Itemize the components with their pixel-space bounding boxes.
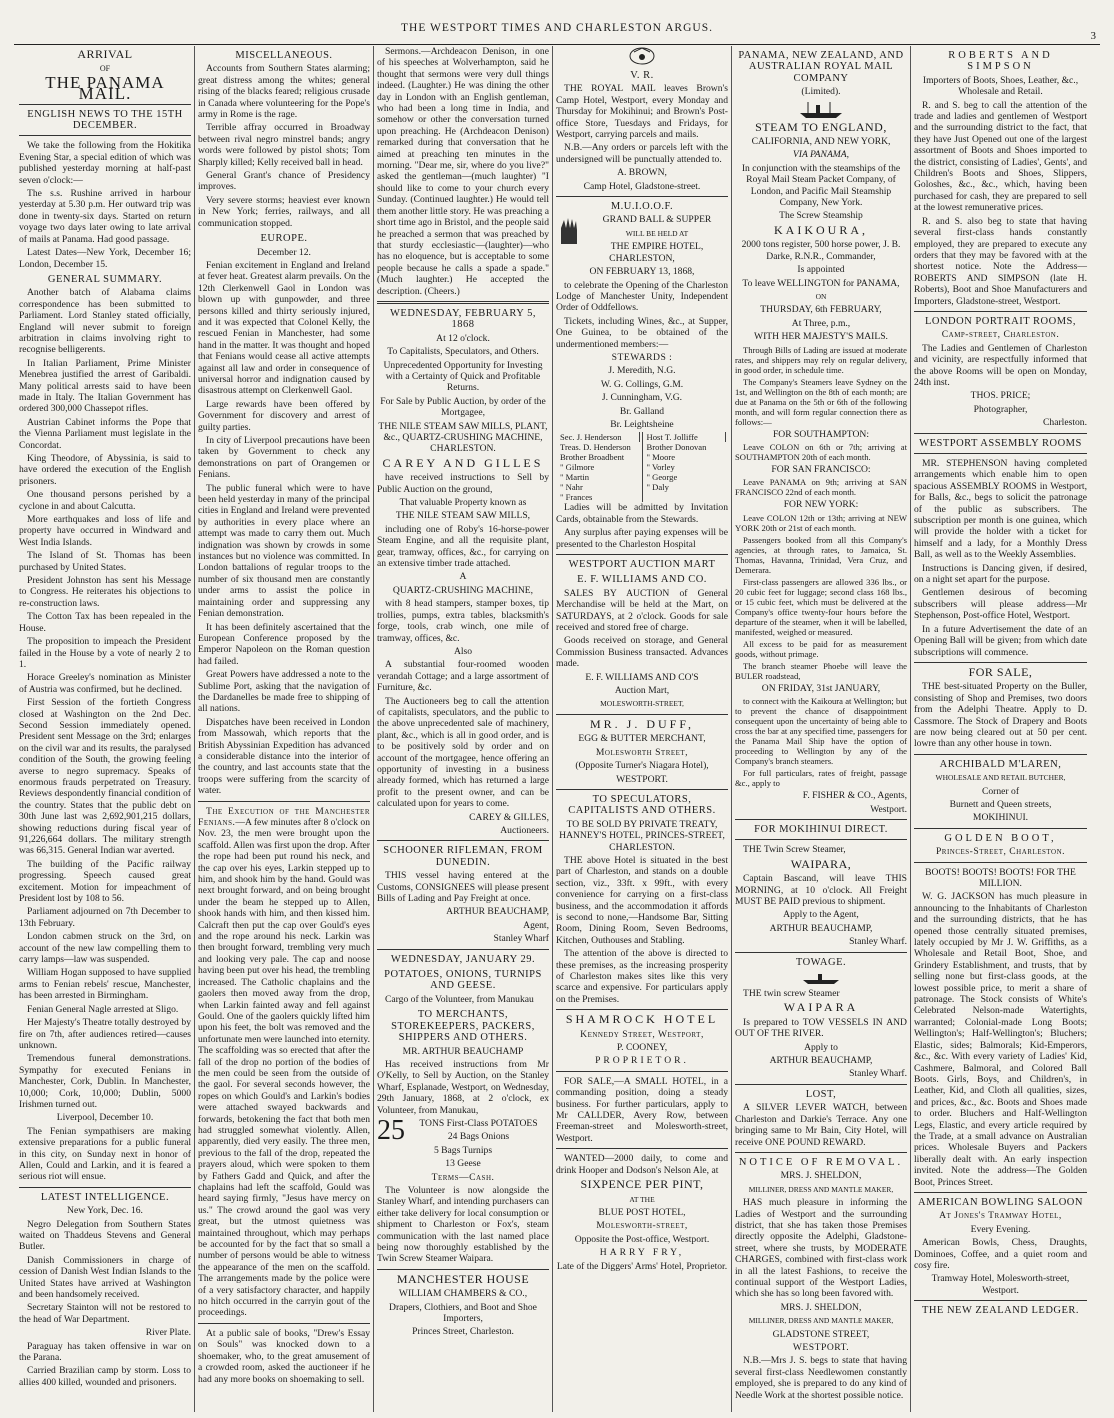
stewards-right <box>643 432 729 502</box>
schooner-heading: SCHOONER RIFLEMAN, FROM DUNEDIN. <box>383 845 543 868</box>
auction-sale: For Sale by Public Auction, by order of the Mortgagee, <box>380 395 546 419</box>
ad-paragraph: Is prepared to TOW VESSELS IN AND OUT OF THE RIVER. <box>735 1016 907 1040</box>
ad-paragraph: with 8 head stampers, stamper boxes, tip trollies, pumps, extra tables, blacksmith's forge, tools, crab winch, one mile of tramway, offices, &c. <box>377 598 549 644</box>
ad-line: TONS First-Class POTATOES <box>419 1117 538 1129</box>
ad-line: Kennedy Street, Westport, <box>580 1028 704 1040</box>
article-paragraph: President Johnston has sent his Message to Congress. He reiterates his objections to re-construction laws. <box>19 575 191 609</box>
ad-line: SIXPENCE PER PINT, <box>580 1177 704 1192</box>
kaikoura-heading: KAIKOURA, <box>774 222 868 237</box>
ad-paragraph: Cargo of the Volunteer, from Manukau <box>385 993 534 1005</box>
ad-line: AT THE <box>629 1194 655 1204</box>
ad-line: WILLIAM CHAMBERS & CO., <box>398 1288 528 1300</box>
golden-boot-heading: GOLDEN BOOT, <box>944 832 1057 844</box>
arrival-of: OF <box>99 64 111 74</box>
ad-line: P. COONEY, <box>616 1042 668 1054</box>
general-summary-heading: GENERAL SUMMARY. <box>47 273 163 285</box>
divider <box>735 1152 907 1153</box>
ad-line: WESTPORT. <box>616 773 668 785</box>
dateline: December 12. <box>257 246 311 258</box>
ad-line: Drapers, Clothiers, and Boot and Shoe Importers, <box>389 1301 537 1325</box>
steward-name: Br. Leightsheine <box>610 418 674 430</box>
ad-line: MILLINER, DRESS AND MANTLE MAKER, <box>748 1184 894 1194</box>
column-5 <box>732 46 911 1412</box>
ad-signature: Stanley Wharf. <box>849 936 907 948</box>
divider <box>914 1192 1087 1193</box>
ad-paragraph: R. and S. beg to call the attention of the trade and ladies and gentlemen of Westport and the surrounding district to the fact, that they have Just Opened out one of the largest assortment of Boots and Shoes imported to the district, consisting of Ladies', Gents', and Children's Boots and Shoes, Slippers, Goloshes, &c., &c., which, having been purchased for cash, they are prepared to sell at the lowest remunerative prices. <box>914 99 1087 214</box>
speculators-heading: TO SPECULATORS, CAPITALISTS AND OTHERS. <box>568 793 716 817</box>
divider <box>556 1071 728 1072</box>
auction-time: At 12 o'clock. <box>436 332 490 344</box>
column-2 <box>195 46 374 1412</box>
ad-line: Importers of Boots, Shoes, Leather, &c., Wholesale and Retail. <box>922 74 1079 98</box>
wednesday-heading: WEDNESDAY, JANUARY 29. <box>390 953 536 965</box>
article-paragraph: Fenian General Nagle arrested at Sligo. <box>27 1003 179 1015</box>
auction-mart-heading: WESTPORT AUCTION MART <box>568 559 716 570</box>
article-paragraph: The building of the Pacific railway progressing. Speech caused great excitement. Motion for impeachment of President lost by 108 to 56. <box>19 858 191 905</box>
ad-paragraph: THE above Hotel is situated in the best part of Charleston, and stands on a double section, viz., 33ft. x 99ft., with every convenience for carrying on a first-class business, and the accommodation it affords is second to none,—Handsome Bar, Sitting Room, Dining Room, Seven Bedrooms, Kitchen, Outhouses and Stabling. <box>556 854 728 946</box>
mclaren-heading: ARCHIBALD M'LAREN, <box>939 758 1062 770</box>
sermons-article: Sermons.—Archdeacon Denison, in one of his speeches at Wolverhampton, said he thought that sermons were very dull things indeed. (Laughter.) He was dining the other day in London with an English gentleman, who had been a long time in India, and somehow or other the conversation turned upon preaching. He (Archdeacon Denison) remarked during that conversation that he aimed at preaching ten minutes in the morning. "Dear me, sir, where do you live?" asked the gentleman—(much laughter) "I should like to come to your church every Sunday. (Continued laughter.) He would tell them another little story. He was preaching a short time ago in Bristol, and the people said he preached a sermon that was preached by that sturdy ecclesiastic—(laughter)—who has no eloquence, but is acceptable to some people because he calls a spade a spade." (Much laughter.) He accepted the description. (Cheers.) <box>377 46 549 297</box>
steamer-icon <box>801 971 841 985</box>
ad-paragraph: THE best-situated Property on the Buller, consisting of Shop and Premises, two doors from the Adelphi Theatre. Apply to D. Cassmore. The Stock of Drapery and Boots are now being cleared out at 50 per cent. lowre than any other house in town. <box>914 681 1087 750</box>
ad-line: Apply to the Agent, <box>783 909 859 921</box>
ad-paragraph: That valuable Property known as <box>399 497 527 509</box>
divider <box>377 840 549 841</box>
ad-line: A <box>459 571 467 583</box>
divider <box>735 819 907 820</box>
notice-of-removal-heading: NOTICE OF REMOVAL. <box>738 1156 904 1168</box>
ad-paragraph: WANTED—2000 daily, to come and drink Hooper and Dodson's Nelson Ale, at <box>556 1153 728 1176</box>
steward-entry: Host T. Jolliffe <box>645 432 727 442</box>
ad-signature: Charleston. <box>1043 417 1087 429</box>
divider <box>556 1009 728 1010</box>
ad-paragraph: MR. STEPHENSON having completed arrangements which enable him to open spacious ASSEMBLY ROOMS in Westport, for Balls, &c., begs to solicit the patronage of the public as subscribers. The subscription per month is one guinea, which will provide the holder with a ticket for himself and a lady, for a Monthly Dress Ball, as well as to the Weekly Assemblies. <box>914 458 1087 561</box>
ad-line: FOR NEW YORK: <box>783 499 859 511</box>
article-paragraph: Carried Brazilian camp by storm. Loss to allies 400 killed, wounded and prisoners. <box>19 1365 191 1388</box>
ad-paragraph: A SILVER LEVER WATCH, between Charleston and Darkie's Terrace. Any one bringing same to Mr Bain, City Hotel, will receive ONE POUND REWARD. <box>735 1102 907 1148</box>
article-paragraph: Austrian Cabinet informs the Pope that the Vienna Parliament must legislate in the Concordat. <box>19 416 191 451</box>
article-paragraph: Large rewards have been offered by Government for discovery and arrest of guilty parties. <box>198 398 370 433</box>
divider <box>735 1084 907 1085</box>
ad-line: QUARTZ-CRUSHING MACHINE, <box>392 584 534 596</box>
ad-signature: MOLESWORTH-STREET, <box>600 699 684 709</box>
potatoes-heading: POTATOES, ONIONS, TURNIPS AND GEESE. <box>384 969 542 992</box>
article-paragraph: At a public sale of books, "Drew's Essay on Souls" was knocked down to a shoemaker, who, to the great amusement of a crowded room, asked the auctioneer if he had any more books on shoemaking to sell. <box>198 1327 370 1385</box>
execution-body: —A few minutes after 8 o'clock on Nov. 23, the men were brought upon the scaffold. Allen was first upon the drop. After the rope had been put round his neck, and the cap over his eyes, Larkin stepped up to him, and shook him by the hand. Gould was next brought forward, and on being brought under the beam he stepped up to Allen, shook hands with him, and then kissed him. Calcraft then put the cap over Gould's eyes and the rope around his neck. Larkin was then brought forward, trembling very much and looking very pale. The cap and noose having been put over his head, the trembling increased. The Catholic chaplains and the gaolers then moved away from the drop, when Larkin fainted away and fell against Gould. One of the gaolers quickly lifted him upon his feet, the bolt was removed and the unfortunate men were launched into eternity. The scaffolding was so erected that after the fall of the drop no portion of the bodies of the men could be seen from the outside of the gaol. For several seconds however, the ropes on which Gould's and Larkin's bodies were attached swayed backwards and forwards, betokening the fact that both men had struggled somewhat violently. Allen, apparently, died very easily. The three men, previous to the fall of the drop, repeated the prayers aloud, which were spoken to them by Fathers Gadd and Quick, and after the chaplains had left the scaffold, Gould was heard saying firmly, "Jesus have mercy on us." The crowd around the gaol was very great, but the utmost quietness was maintained throughout, which may perhaps be accounted for by the fact that so small a number of persons would be able to witness the appearance of the men on the scaffold. The arrangements made by the police were of a very satisfactory character, and happily no hitch occurred in the carryin gout of the proceedings. <box>198 817 370 1319</box>
ad-signature: Agent, <box>523 919 549 931</box>
divider <box>914 433 1087 434</box>
article-paragraph: Latest Dates—New York, December 16; London, December 15. <box>19 247 191 270</box>
auction-mill: THE NILE STEAM SAW MILLS, PLANT, &c., QUARTZ-CRUSHING MACHINE, CHARLESTON. <box>378 420 548 455</box>
ad-paragraph: FOR SALE,—A SMALL HOTEL, in a commanding position, doing a steady business. For further particulars, apply to Mr CALLDER, Avery Row, between Freeman-street and Molesworth-street, Westport. <box>556 1075 728 1144</box>
ad-line: MRS. J. SHELDON, <box>780 1170 862 1182</box>
ad-paragraph: THE twin screw Steamer <box>743 988 840 1000</box>
article-paragraph: One thousand persons perished by a cyclone in and about Calcutta. <box>19 489 191 512</box>
divider <box>556 196 728 197</box>
ad-line: Also <box>453 645 473 657</box>
ad-paragraph: R. and S. also beg to state that having several first-class hands constantly employed, they are prepared to execute any orders that they may be favored with at the shortest notice. Note the Address—ROBERTS AND SIMPSON (late H. Roberts), Boot and Shoe Manufacturers and Importers, Gladstone-street, Westport. <box>914 215 1087 307</box>
article-paragraph: King Theodore, of Abyssinia, is said to have ordered the execution of the English prisoners. <box>19 453 191 487</box>
article-paragraph: Horace Greeley's nomination as Minister of Austria was confirmed, but he declined. <box>19 672 191 695</box>
divider <box>556 1148 728 1149</box>
ad-line: Corner of <box>981 785 1020 797</box>
ad-paragraph: HAS much pleasure in informing the Ladies of Westport and the surrounding district, that she has taken those Premises directly opposite the Adelphi, Gladstone-street, where she trusts, by MODERATE CHARGES, combined with first-class work in all the latest Fashions, to receive the continual support of the Westport Ladies, which she has so long been favored with. <box>735 1197 907 1300</box>
for-sale-heading: FOR SALE, <box>968 664 1033 679</box>
ad-paragraph: Goods received on storage, and General Commission Business transacted. Advances made. <box>556 635 728 670</box>
ad-line: BOOTS! BOOTS! BOOTS! FOR THE MILLION. <box>925 866 1076 889</box>
column-4 <box>553 46 732 1412</box>
ad-line: 13 Geese <box>445 1158 481 1170</box>
ad-line: ON <box>815 291 827 301</box>
ad-line: TO BE SOLD BY PRIVATE TREATY, HANNEY'S HOTEL, PRINCES-STREET, CHARLESTON. <box>559 818 725 853</box>
article-paragraph: The proposition to impeach the President failed in the House by a vote of nearly 2 to 1. <box>19 636 191 670</box>
ad-line: Burnett and Queen streets, <box>949 798 1052 810</box>
ad-signature: Auctioneers. <box>500 825 549 836</box>
article-paragraph: Tremendous funeral demonstrations. Sympathy for executed Fenians in Manchester, Cork, Dublin. In Manchester, 10,000; Cork, 10,000; Dublin, 5000 Irishmen turned out. <box>19 1053 191 1110</box>
ad-paragraph: THIS vessel having entered at the Customs, CONSIGNEES will please present Bills of Lading and Pay Freight at once. <box>377 870 549 905</box>
ad-line: VIA PANAMA, <box>792 149 850 161</box>
ad-line: ON FEBRUARY 13, 1868, <box>589 266 695 278</box>
ad-line: MR. ARTHUR BEAUCHAMP <box>402 1045 524 1057</box>
ad-paragraph: Has received instructions from Mr O'Kelly, to Sell by Auction, on the Stanley Wharf, Esplanade, Westport, on Wednesday, 29th January, 1868, at 2 o'clock, ex Volunteer, from Manukau, <box>377 1058 549 1116</box>
ad-paragraph: N.B.—Mrs J. S. begs to state that having several first-class Needlewomen constantly employed, she is prepared to do any kind of Needle Work at the shortest possible notice. <box>735 1355 907 1401</box>
dateline: Liverpool, December 10. <box>56 1112 154 1124</box>
ad-line: At Three, p.m., <box>791 317 851 329</box>
ad-paragraph: Tickets, including Wines, &c., at Supper, One Guinea, to be obtained of the undermentioned members:— <box>556 315 728 350</box>
steward-entry: Sec. J. Henderson <box>558 432 640 442</box>
ad-paragraph: including one of Roby's 16-horse-power Steam Engine, and all the requisite plant, gear, tramway, offices, &c., for carrying on an extensive timber trade attached. <box>377 523 549 570</box>
ad-line: PROPRIETOR. <box>595 1055 689 1067</box>
newspaper-title: THE WESTPORT TIMES AND CHARLESTON ARGUS. <box>401 22 713 34</box>
steward-name: J. Meredith, N.G. <box>608 365 676 377</box>
article-paragraph: It has been definitely ascertained that the European Conference proposed by the Emperor Napoleon on the Roman question had failed. <box>198 621 370 667</box>
dateline: New York, Dec. 16. <box>67 1205 143 1217</box>
auction-date: WEDNESDAY, FEBRUARY 5, 1868 <box>390 307 536 331</box>
roberts-simpson-heading: ROBERTS AND SIMPSON <box>948 50 1053 73</box>
steward-entry: Brother Broadbent <box>560 452 625 463</box>
ad-line: Camp-street, Charleston. <box>941 329 1060 341</box>
ad-line: MRS. J. SHELDON, <box>780 1301 862 1313</box>
ad-line: ON FRIDAY, 31st JANUARY, <box>761 682 881 694</box>
ad-line: 5 Bags Turnips <box>433 1144 493 1156</box>
article-paragraph: Great Powers have addressed a note to the Sublime Port, asking that the navigation of the Dardanelles be made free to shipping of all nations. <box>198 669 370 715</box>
ad-signature: E. F. WILLIAMS AND CO'S <box>585 671 699 683</box>
portrait-rooms-heading: LONDON PORTRAIT ROOMS, <box>924 315 1077 327</box>
page-number: 3 <box>1090 30 1096 42</box>
ad-line: The Screw Steamship <box>779 210 863 222</box>
ad-paragraph: Leave COLON 12th or 13th; arriving at NEW YORK 20th or 21st of each month. <box>735 512 907 533</box>
ad-paragraph: The branch steamer Phoebe will leave the BULER roadstead, <box>735 660 907 681</box>
ad-line: MOKIHINUI. <box>972 812 1029 824</box>
ad-paragraph: The Volunteer is now alongside the Stanley Wharf, and intending purchasers can either take delivery for local consumption or shipment to Charleston or Fox's, steam communication with the last named place being now thoroughly established by the Twin Screw Steamer Waipara. <box>377 1184 549 1265</box>
steward-entry: " Moore <box>646 452 676 463</box>
ad-paragraph: For full particulars, rates of freight, passage &c., apply to <box>735 768 907 789</box>
ad-signature: Late of the Diggers' Arms' Hotel, Proprietor. <box>556 1260 728 1272</box>
article-paragraph: Another batch of Alabama claims correspondence has been submitted to Parliament. Lord Stanley stated officially, England will never submit to foreign arbitration in claims involving right to recognise belligerents. <box>19 287 191 356</box>
article-paragraph: Her Majesty's Theatre totally destroyed by fire on 7th, after audiences retired—causes unknown. <box>19 1017 191 1051</box>
ad-line: BLUE POST HOTEL, <box>598 1206 686 1218</box>
ad-paragraph: A substantial four-roomed wooden verandah Cottage; and a large assortment of Furniture, &c. <box>377 659 549 694</box>
ad-line: Molesworth-street, <box>596 1220 688 1232</box>
divider <box>914 662 1087 663</box>
ad-paragraph: Gentlemen desirous of becoming subscribers will please address—Mr Stephenson, Post-office Hotel, Westport. <box>914 587 1087 622</box>
ad-signature: ARTHUR BEAUCHAMP, <box>769 922 873 934</box>
ad-paragraph: The attention of the above is directed to these premises, as the increasing prosperity of Charleston makes sites like this very scarce and expensive. For particulars apply on the Premises. <box>556 948 728 1005</box>
ad-line: CALIFORNIA, AND NEW YORK, <box>751 136 891 148</box>
ad-signature: Camp Hotel, Gladstone-street. <box>583 180 701 192</box>
ad-terms: Terms—Cash. <box>431 1171 495 1183</box>
steward-entry: " Frances <box>560 492 593 503</box>
divider <box>19 1187 191 1188</box>
ad-paragraph: Passengers booked from all this Company's agencies, at through rates, to Jamaica, St. Thomas, Havanna, Trinidad, Vera Cruz, and Demerara. <box>735 534 907 575</box>
divider <box>198 1323 370 1324</box>
ad-signature: ARTHUR BEAUCHAMP, <box>769 1055 873 1067</box>
article-paragraph: In city of Liverpool precautions have been taken by Government to check any demonstrations on part of Orangemen or Fenians. <box>198 435 370 481</box>
ad-line: Princes-Street, Charleston. <box>935 846 1066 858</box>
ad-line: EGG & BUTTER MERCHANT, <box>578 733 706 745</box>
stewards-left <box>556 432 643 502</box>
ad-paragraph: All excess to be paid for as measurement goods, without primage. <box>735 638 907 659</box>
ad-signature: A. BROWN, <box>617 167 667 179</box>
article-paragraph: Danish Commissioners in charge of cession of Danish West Indian Islands to the United States have arrived at Washington and been handsomely received. <box>19 1254 191 1301</box>
ad-line: THE EMPIRE HOTEL, CHARLESTON, <box>609 241 704 264</box>
ad-paragraph: W. G. JACKSON has much pleasure in announcing to the Inhabitants of Charleston and the surrounding districts, that he has opened those centrally situated premises, lately occupied by Mr J. W. Griffiths, as a Wholesale and Retail Boot, Shoe, and Grindery Establishment, and trusts, that by selling none but first-class goods, at the lowest possible price, to merit a share of patronage. The Stock consists of White's Celebrated Nelson-made Watertights, warranted; Colonial-made Long Boots; Wellington's; Half-Wellington's; Bluchers; Elastic, sides; Balmorals; Kid-Emperors, &c., &c. With every variety of Ladies' Kid, Cashmere, Balmoral, and Colored Ball Boots. Girls, Boys, and Children's, in Leather, Kid, and Cloth all qualities, sizes, and prices, &c., &c. Boots and Shoes made to order. Bluchers and Half-Wellington Legs, Elastic, and every article required by the Trade, at a small advance on Australian prices. Wholesale Buyers and Packers liberally dealt with. An early inspection invited. Note the address—The Golden Boot, Princes Street. <box>914 891 1087 1188</box>
ad-line: WHOLESALE AND RETAIL BUTCHER, <box>935 773 1066 783</box>
arrival-heading: ARRIVAL <box>77 47 133 61</box>
divider <box>19 135 191 136</box>
muioof-heading: M.U.I.O.O.F. <box>610 201 674 213</box>
ad-paragraph: Through Bills of Lading are issued at moderate rates, and shippers may rely on regular delivery, in good order, in schedule time. <box>735 344 907 375</box>
divider <box>914 862 1087 863</box>
column-6 <box>911 46 1090 1412</box>
ad-line: THE NILE STEAM SAW MILLS, <box>395 510 531 522</box>
auction-opportunity: Unprecedented Opportunity for Investing with a Certainty of Quick and Profitable Returns. <box>383 359 543 394</box>
ad-line: In conjunction with the steamships of the Royal Mail Steam Packet Company, of London, and Pacific Mail Steamship Company, New York. <box>741 162 901 209</box>
article-paragraph: The Island of St. Thomas has been purchased by United States. <box>19 550 191 573</box>
ad-paragraph: THE Twin Screw Steamer, <box>743 844 846 856</box>
divider <box>377 1269 549 1270</box>
ad-line: Is appointed <box>797 264 845 276</box>
column-1 <box>16 46 195 1412</box>
ad-line: WAIPARA, <box>790 856 852 871</box>
ad-signature: ARTHUR BEAUCHAMP, <box>446 906 549 918</box>
ad-line: WESTPORT. <box>792 1342 850 1353</box>
ad-line: Princes Street, Charleston. <box>412 1326 514 1338</box>
column-3 <box>374 46 553 1412</box>
divider <box>914 828 1087 829</box>
manchester-house-heading: MANCHESTER HOUSE <box>396 1271 530 1286</box>
ad-signature: Stanley Wharf. <box>849 1068 907 1080</box>
ad-line: WAIPARA <box>783 1000 859 1015</box>
divider <box>377 301 549 304</box>
ad-paragraph: Captain Bascand, will leave THIS MORNING, at 10 o'clock. All Freight MUST BE PAID previous to shipment. <box>735 873 907 907</box>
article-paragraph: London cabmen struck on the 3rd, on account of the new law compelling them to carry lamps—law was suspended. <box>19 931 191 966</box>
steward-entry: " Martin <box>560 472 590 483</box>
article-paragraph: More earthquakes and loss of life and property have occurred in Windward and West India Islands. <box>19 514 191 548</box>
hand-emblem-icon <box>556 216 582 246</box>
auction-to: To Capitalists, Speculators, and Others. <box>387 346 539 358</box>
europe-heading: EUROPE. <box>260 233 308 245</box>
article-paragraph: William Hogan supposed to have supplied arms to Fenian rebels' rescue, Manchester, has been arrested in Birmingham. <box>19 967 191 1002</box>
ad-line: Every Evening. <box>970 1223 1031 1235</box>
carey-gilles-heading: CAREY AND GILLES <box>382 455 544 470</box>
article-paragraph: The public funeral which were to have been held yesterday in many of the principal cities in England and Ireland were prevented by authorities in every place where an attempt was made to carry them out. Much indignation was shown by crowds in some instances but no violence was committed. In London battalions of regular troops to the number of six thousand men are constantly under arms to assist the police in maintaining order and suppressing any Fenian demonstration. <box>198 482 370 620</box>
dateline: River Plate. <box>145 1327 191 1339</box>
divider <box>198 801 370 802</box>
ad-paragraph: Any surplus after paying expenses will be presented to the Charleston Hospital <box>556 527 728 550</box>
article-paragraph: Fenian excitement in England and Ireland at fever heat. Greatest alarm prevails. On the 12th Clerkenwell Gaol in London was blown up with gunpowder, and three persons killed and thirty seriously injured, and it was expected that Colonel Kelly, the rescued Fenian in Manchester, had some hand in the matter. It was thought and hoped that Fenians would cease all active attempts against all law and order in consequence of universal horror and indignation caused by disastrous attempt on Clerkenwell Gaol. <box>198 259 370 397</box>
steward-entry: " George <box>646 472 678 483</box>
panama-mail-heading: THE PANAMA MAIL. <box>45 72 165 104</box>
ad-line: WITH HER MAJESTY'S MAILS. <box>754 331 888 343</box>
ad-line: THURSDAY, 6th FEBRUARY, <box>760 304 882 316</box>
divider <box>556 714 728 715</box>
steward-name: Br. Galland <box>619 405 665 417</box>
ad-line: FOR SOUTHAMPTON: <box>772 428 870 440</box>
ad-paragraph: In a future Advertisement the date of an Opening Ball will be given; from which date subscriptions will commence. <box>914 623 1087 658</box>
divider <box>914 453 1087 454</box>
miscellaneous-heading: MISCELLANEOUS. <box>235 50 333 61</box>
panama-company-heading: PANAMA, NEW ZEALAND, AND AUSTRALIAN ROYAL MAIL COMPANY <box>738 50 904 84</box>
ad-line: At Jones's Tramway Hotel, <box>939 1210 1062 1222</box>
divider <box>556 554 728 555</box>
steamship-icon <box>796 101 846 119</box>
ad-line: FOR SAN FRANCISCO: <box>771 463 871 475</box>
steward-entry: " Gilmore <box>560 462 595 473</box>
ad-paragraph: The Ladies and Gentlemen of Charleston and vicinity, are respectfully informed that the above Rooms will be open on Monday, 24th inst. <box>914 342 1087 388</box>
ad-line: STEWARDS : <box>611 351 673 363</box>
masthead <box>0 0 1114 40</box>
ad-line: GRAND BALL & SUPPER <box>602 214 712 226</box>
latest-intelligence-heading: LATEST INTELLIGENCE. <box>40 1191 170 1203</box>
execution-title: The Execution of the Manchester Fenians. <box>198 805 370 828</box>
ad-line: GLADSTONE STREET, <box>772 1328 870 1340</box>
merchants-heading: TO MERCHANTS, STOREKEEPERS, PACKERS, SHIPPERS AND OTHERS. <box>391 1009 535 1044</box>
steward-entry: Treas. D. Henderson <box>560 442 631 453</box>
stewards-table <box>556 432 728 502</box>
lost-heading: LOST, <box>805 1088 837 1100</box>
article-paragraph: In Italian Parliament, Prime Minister Menebrea justified the arrest of Garibaldi. Many political arrests said to have been made in Italy. The Italian Government has ordered 300,000 Chassepot rifles. <box>19 357 191 415</box>
ad-line: 2000 tons register, 500 horse power, J. B. Darke, R.N.R., Commander, <box>741 239 901 262</box>
masthead-rule <box>14 44 1100 45</box>
ledger-heading: THE NEW ZEALAND LEDGER. <box>921 1305 1080 1317</box>
article-paragraph: Accounts from Southern States alarming; great distress among the whites; general rising of the blacks feared; religious crusade in Canada where volunteering for the Pope's army in Rome is the rage. <box>198 63 370 121</box>
assembly-rooms-heading: WESTPORT ASSEMBLY ROOMS <box>919 437 1082 449</box>
article-paragraph: Paraguay has taken offensive in war on the Parana. <box>19 1340 191 1364</box>
divider <box>914 754 1087 755</box>
ad-paragraph: to connect with the Kaikoura at Wellington; but to prevent the chance of disappointment consequent upon the uncertainty of being able to cross the bar at any specified time, passengers for the Panama Mail Ship have the option of proceeding to Wellington by any of the Company's branch steamers. <box>735 696 907 767</box>
towage-heading: TOWAGE. <box>795 956 847 968</box>
article-paragraph: First Session of the fortieth Congress closed at Washington on the 2nd Dec. Second Session immediately opened. President sent Message on the 3rd; enlarges on the civil war and its results, the paralysed condition of the South, the growing feeling averse to negro supremacy. Speaks of enormous frauds perpetrated on Treasury. Reviews despondently financial condition of the country. States that the public debt on 30th June last was 2,692,901,215 dollars, showing reductions during fiscal year of 91,226,664 dollars. The military strength was 66,315. General Indian war averted. <box>19 697 191 857</box>
ad-paragraph: to celebrate the Opening of the Charleston Lodge of Manchester Unity, Independent Order of Oddfellows. <box>556 279 728 314</box>
ad-line: 24 Bags Onions <box>447 1131 510 1143</box>
steward-name: J. Cunningham, V.G. <box>601 392 683 404</box>
ad-signature: Westport. <box>870 803 907 815</box>
steward-entry: " Daly <box>646 482 669 493</box>
ad-paragraph: Ladies will be admitted by Invitation Cards, obtainable from the Stewards. <box>556 502 728 525</box>
potato-list <box>377 1118 549 1172</box>
ad-line: Tramway Hotel, Molesworth-street, Westport. <box>931 1273 1070 1296</box>
divider <box>556 789 728 790</box>
ad-signature: CAREY & GILLES, <box>469 811 549 823</box>
divider <box>735 952 907 953</box>
ad-signature: Photographer, <box>973 403 1028 415</box>
ad-paragraph: N.B.—Any orders or parcels left with the undersigned will be punctually attended to. <box>556 142 728 165</box>
steward-name: W. G. Collings, G.M. <box>600 378 684 390</box>
vr-heading: V. R. <box>630 70 654 81</box>
ad-paragraph: Leave PANAMA on 9th; arriving at SAN FRANCISCO 22nd of each month. <box>735 477 907 498</box>
article-paragraph: General Grant's chance of Presidency improves. <box>198 170 370 193</box>
steward-entry: " Nahr <box>560 482 583 493</box>
ad-signature: HARRY FRY, <box>599 1247 685 1259</box>
ad-paragraph: American Bowls, Chess, Draughts, Dominoes, Coffee, and a quiet room and cosy fire. <box>914 1237 1087 1271</box>
ad-signature: Stanley Wharf <box>493 933 549 945</box>
mokihinui-direct-heading: FOR MOKIHINUI DIRECT. <box>754 823 888 835</box>
divider <box>914 1300 1087 1301</box>
ad-signature: F. FISHER & CO., Agents, <box>802 790 907 802</box>
article-paragraph: Dispatches have been received in London from Massowah, which reports that the British Abyssinian Expedition has advanced a considerable distance into the interior of the country, and last accounts state that the troops were suffering from the scarcity of water. <box>198 716 370 797</box>
ad-paragraph: The Auctioneers beg to call the attention of capitalists, speculators, and the public to the above unprecedented sale of machinery, plant, &c., which is all in good order, and is to be positively sold by order and on account of the mortgagee, hence offering an opportunity of investing in a business already formed, which has returned a large profit to the present owner, and can be calculated upon for years to come. <box>377 695 549 810</box>
ad-paragraph: have received instructions to Sell by Public Auction on the ground, <box>377 472 549 495</box>
divider <box>914 311 1087 312</box>
article-paragraph: We take the following from the Hokitika Evening Star, a special edition of which was published yesterday morning at half-past seven o'clock:— <box>19 140 191 186</box>
article-paragraph: Negro Delegation from Southern States waited on Thaddeus Stevens and General Butler. <box>19 1218 191 1253</box>
ad-paragraph: The Company's Steamers leave Sydney on the 1st, and Wellington on the 8th of each month; are due at Panama on the 5th or 6th of the following month, and will form regular connection there as follows:— <box>735 376 907 427</box>
article-paragraph: The Cotton Tax has been repealed in the House. <box>19 611 191 634</box>
steward-entry: " Vorley <box>646 462 675 473</box>
ad-signature: THOS. PRICE; <box>970 390 1031 402</box>
ad-line: To leave WELLINGTON for PANAMA, <box>742 277 900 289</box>
ad-paragraph: Leave COLON on 6th or 7th; arriving at SOUTHAMPTON 20th of each month. <box>735 441 907 462</box>
ad-line: (Limited). <box>801 86 841 98</box>
ad-line: (Opposite Turner's Niagara Hotel), <box>575 760 709 772</box>
english-news-subheading: ENGLISH NEWS TO THE 15TH DECEMBER. <box>27 108 183 132</box>
duff-heading: MR. J. DUFF, <box>589 716 695 731</box>
steward-entry: Brother Donovan <box>646 442 707 453</box>
ad-line: WILL BE HELD AT <box>625 228 689 238</box>
ad-paragraph: SALES BY AUCTION of General Merchandise will be held at the Mart, on SATURDAYS, at 2 o'clock. Goods for sale received and stored free of charge. <box>556 587 728 634</box>
article-paragraph: Terrible affray occurred in Broadway between rival negro minstrel bands; angry words were followed by pistol shots; Tom Sharply killed; Kelly received ball in head. <box>198 122 370 168</box>
ad-paragraph: THE ROYAL MAIL leaves Brown's Camp Hotel, Westport, every Monday and Thursday for Mokihinui; and Brown's Post-office Store, Tuesdays and Fridays, for Westport, carrying parcels and mails. <box>556 83 728 141</box>
bowling-saloon-heading: AMERICAN BOWLING SALOON <box>918 1196 1083 1208</box>
royal-crest-icon <box>612 46 672 66</box>
williams-heading: E. F. WILLIAMS AND CO. <box>577 574 707 586</box>
ad-paragraph: Instructions is Dancing given, if desired, on a night set apart for the purpose. <box>914 562 1087 586</box>
ad-paragraph: First-class passengers are allowed 336 lbs., or 20 cubic feet for luggage; second class 168 lbs., or 15 cubic feet, which must be delivered at the Company's office twenty-four hours before the departure of the steamer, when it will be labelled, manifested, weighed or measured. <box>735 576 907 637</box>
article-paragraph: Very severe storms; heaviest ever known in New York; ferries, railways, and all communication stopped. <box>198 194 370 229</box>
potato-tons: 25 <box>377 1117 405 1146</box>
article-paragraph: The s.s. Rushine arrived in harbour yesterday at 5.30 p.m. Her outward trip was done in twenty-six days. Started on return voyage two days later owing to late arrival of mails at Panama. Had good passage. <box>19 188 191 245</box>
article-paragraph: Parliament adjourned on 7th December to 13th February. <box>19 906 191 929</box>
divider <box>19 104 191 105</box>
ad-line: Opposite the Post-office, Westport. <box>574 1233 710 1245</box>
divider <box>735 839 907 840</box>
page-columns <box>16 46 1102 1412</box>
ad-line: MILLINER, DRESS AND MANTLE MAKER, <box>748 1316 894 1326</box>
article-paragraph: Secretary Stainton will not be restored to the head of War Department. <box>19 1302 191 1325</box>
ad-line: Molesworth Street, <box>595 746 689 758</box>
ad-signature: Auction Mart, <box>614 685 670 697</box>
article-paragraph: The Fenian sympathisers are making extensive preparations for a public funeral in this city, on Sunday next in honor of Allen, Could and Larkin, and it is feared a serious riot will ensue. <box>19 1125 191 1183</box>
ad-line: Apply to <box>804 1041 838 1053</box>
execution-article <box>198 806 370 1319</box>
shamrock-hotel-heading: SHAMROCK HOTEL <box>565 1012 719 1027</box>
divider <box>377 949 549 950</box>
steam-to-england-heading: STEAM TO ENGLAND, <box>755 119 887 134</box>
